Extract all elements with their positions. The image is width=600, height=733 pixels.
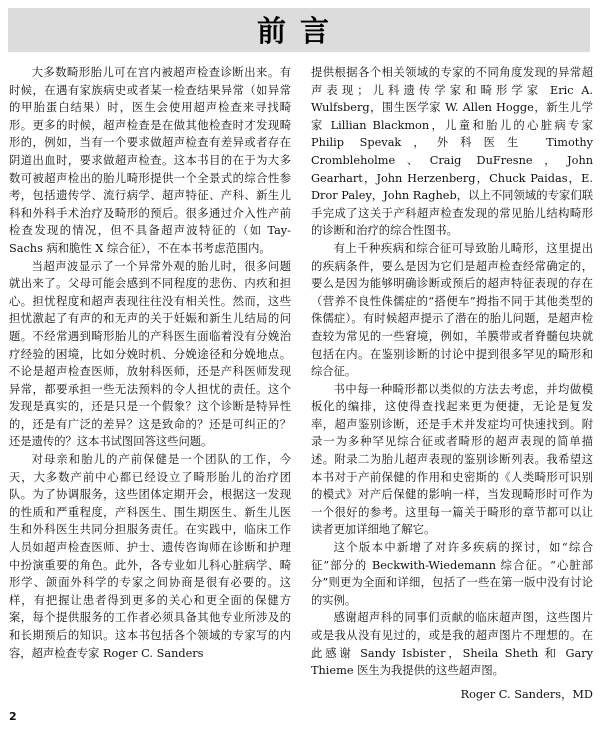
paragraph: 大多数畸形胎儿可在宫内被超声检查诊断出来。有时候，在遇有家族病史或者某一检查结果异常（如异常的甲胎蛋白结果）时，医生会使用超声检查来寻找畸形。更多的时候，超声检查是在做其他检查时才发现畸形的，例如，当有一个要求做超声检查有差异或者存在阴道出血时，要求做超声检查。这本书目的在于为大多数可被超声检出的胎儿畸形提供一个全景式的综合性参考，包括遗传学、流行病学、超声特征、产科、新生儿科和外科手术治疗及畸形的预后。很多通过介入性产前检查发现的情况，但不具备超声波特征的（如 Tay-Sachs 病和脆性 X 综合征），不在本书考虑范围内。 [9, 66, 291, 255]
paragraph: 提供根据各个相关领域的专家的不同角度发现的异常超声表现；儿科遗传学家和畸形学家 Eric A. Wulfsberg，围生医学家 W. Allen Hogge，新生儿学家 Lillian Blackmon，儿童和胎儿的心脏病专家 Philip Spevak，外科医生 Timothy Crombleholme、Craig DuFresne，John Gearhart，John Herzenberg，Chuck Paidas，E. Dror Paley，John Ragheb，以上不同领域的专家们联手完成了这关于产科超声检查发现的常见胎儿结构畸形的诊断和治疗的综合性图书。 [311, 66, 593, 238]
author-signature: Roger C. Sanders，MD [460, 687, 593, 701]
left-column [9, 64, 291, 662]
page-number: 2 [9, 710, 17, 723]
paragraph: 对母亲和胎儿的产前保健是一个团队的工作，今天，大多数产前中心都已经设立了畸形胎儿的治疗团队。为了协调服务，这些团体定期开会，根据这一发现的性质和严重程度，产科医生、围生期医生、新生儿医生和外科医生共同分担服务责任。在实践中，临床工作人员如超声检查医师、护士、遗传咨询师在诊断和护理中扮演重要的角色。此外，各专业如儿科心脏病学、畸形学、颌面外科学的专家之间协商是很有必要的。这样，有把握让患者得到更多的关心和更全面的保健方案，每个提供服务的工作者必须具备其他专业所涉及的和长期预后的知识。这本书包括各个领域的专家写的内容，超声检查专家 Roger C. Sanders [9, 453, 291, 660]
right-column [311, 64, 593, 703]
paragraph: 书中每一种畸形都以类似的方法去考虑，并均做模板化的编排，这使得查找起来更为便捷，无论是复发率，超声鉴别诊断，还是手术并发症均可快速找到。附录一为多种罕见综合征或者畸形的超声表现的简单描述。附录二为胎儿超声表现的鉴别诊断列表。我希望这本书对于产前保健的作用和史密斯的《人类畸形可识别的模式》对产后保健的影响一样，当发现畸形时可作为一个很好的参考。这里每一篇关于畸形的章节都可以让读者更加详细地了解它。 [311, 382, 593, 537]
page-title: 前言 [256, 14, 343, 48]
paragraph: 有上千种疾病和综合征可导致胎儿畸形，这里提出的疾病条件，要么是因为它们是超声检查经常确定的，要么是因为能够明确诊断或预后的超声特征表现的存在（营养不良性侏儒症的“搭便车”拇指不同于其他类型的侏儒症）。有时候超声提示了潜在的胎儿问题，是超声检查较为常见的一些窘境，例如，羊膜带或者脊髓包块就包括在内。在鉴别诊断的讨论中提到很多罕见的畸形和综合征。 [311, 241, 593, 379]
paragraph: 这个版本中新增了对许多疾病的探讨，如“综合征”部分的 Beckwith-Wiedemann 综合征。“心脏部分”则更为全面和详细，包括了一些在第一版中没有讨论的实例。 [311, 541, 593, 607]
paragraph: 感谢超声科的同事们贡献的临床超声图，这些图片或是我从没有见过的，或是我的超声图片不理想的。在此感谢 Sandy Isbister，Sheila Sheth 和 Gary Thieme 医生为我提供的这些超声图。 [311, 611, 593, 678]
paragraph: 当超声波显示了一个异常外观的胎儿时，很多问题就出来了。父母可能会感到不同程度的悲伤、内疚和担心。担忧程度和超声表现往往没有相关性。然而，这些担忧激起了有声的和无声的关于妊娠和新生儿结局的问题。不经常遇到畸形胎儿的产科医生面临着没有分娩治疗经验的困境，比如分娩时机、分娩途径和分娩地点。不论是超声检查医师，放射科医师，还是产科医师发现异常，都要承担一些无法预料的令人担忧的责任。这个发现是真实的，还是只是一个假象？这个诊断是特异性的，还是有广泛的差异？这是致命的？还是可纠正的？还是遗传的？这本书试图回答这些问题。 [9, 259, 291, 449]
